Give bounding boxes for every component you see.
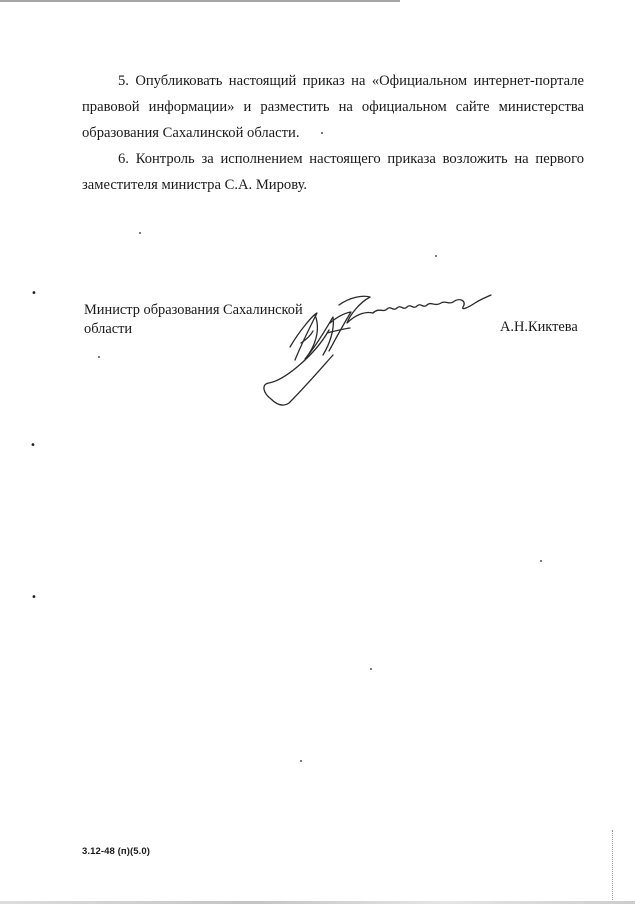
- signatory-name: А.Н.Киктева: [500, 319, 578, 335]
- scan-speck: [321, 132, 323, 134]
- scan-speck: [370, 668, 372, 670]
- scan-speck: [98, 356, 100, 358]
- scan-top-edge: [0, 0, 400, 2]
- signatory-position-line2: области: [84, 321, 133, 337]
- binder-hole-mark: •: [31, 592, 37, 603]
- paragraph-6: 6. Контроль за исполнением настоящего приказа возложить на первого заместителя министра С.А. Мирову.: [82, 151, 584, 193]
- document-code: 3.12-48 (п)(5.0): [82, 846, 151, 857]
- scan-speck: [139, 232, 141, 234]
- scan-speck: [540, 560, 542, 562]
- scan-speck: [435, 255, 437, 257]
- scan-edge-artifact: [612, 830, 615, 900]
- binder-hole-mark: •: [30, 440, 36, 451]
- binder-hole-mark: •: [31, 288, 37, 299]
- signatory-position-line1: Министр образования Сахалинской: [84, 302, 303, 318]
- handwritten-signature: [255, 285, 495, 415]
- paragraph-5: 5. Опубликовать настоящий приказ на «Официальном интернет-портале правовой информации» и разместить на официальном сайте министерства образования Сахалинской области.: [82, 73, 584, 141]
- scan-speck: [300, 760, 302, 762]
